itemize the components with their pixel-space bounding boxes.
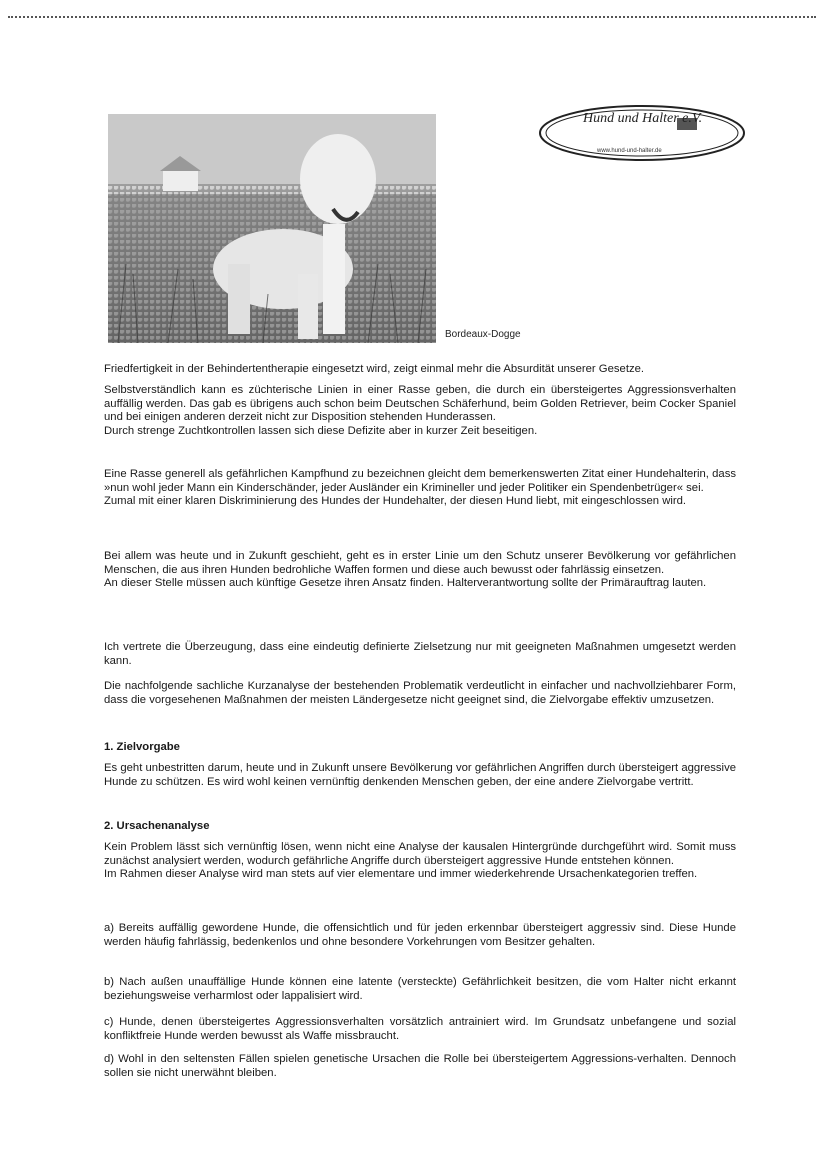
paragraph: Friedfertigkeit in der Behindertentherapie eingesetzt wird, zeigt einmal mehr die Absurdität unserer Gesetze. <box>104 363 645 375</box>
list-item: b) Nach außen unauffällige Hunde können eine latente (versteckte) Gefährlichkeit besitzen, die vom Halter nicht erkannt beziehungsweise verharmlost oder lappalisiert wird. <box>104 976 736 1002</box>
dog-photo <box>108 114 436 343</box>
paragraph-line: Bei allem was heute und in Zukunft geschieht, geht es in erster Linie um den Schutz unserer Bevölkerung vor gefährlichen Menschen, die aus ihren Hunden bedrohliche Waffen formen und diese auch bewusst oder fahrlässig einsetzen. <box>104 550 736 576</box>
list-item: c) Hunde, denen übersteigertes Aggressionsverhalten vorsätzlich antrainiert wird. Im Grundsatz unbefangene und sozial konfliktfreie Hunde werden bewusst als Waffe missbraucht. <box>104 1016 736 1042</box>
paragraph <box>104 841 736 882</box>
list-item: d) Wohl in den seltensten Fällen spielen genetische Ursachen die Rolle bei übersteigertem Aggressions-verhalten. Dennoch sollen sie nicht unerwähnt bleiben. <box>104 1053 736 1079</box>
paragraph <box>104 550 736 591</box>
paragraph-line: An dieser Stelle müssen auch künftige Gesetze ihren Ansatz finden. Halterverantwortung sollte der Primärauftrag lauten. <box>104 577 707 590</box>
paragraph-line: Selbstverständlich kann es züchterische Linien in einer Rasse geben, die durch ein übersteigertes Aggressionsverhalten auffällig werden. Das gab es übrigens auch schon beim Deutschen Schäferhund, beim Golden Retriever, beim Cocker Spaniel und bei einigen anderen derzeit nicht zur Disposition stehenden Hunderassen. <box>104 384 736 424</box>
paragraph: Die nachfolgende sachliche Kurzanalyse der bestehenden Problematik verdeutlicht in einfacher und nachvollziehbarer Form, dass die vorgesehenen Maßnahmen der meisten Ländergesetze nicht geeignet sind, die Zielvorgabe effektiv umzusetzen. <box>104 680 736 706</box>
dog-illustration <box>108 114 436 343</box>
paragraph-line: Im Rahmen dieser Analyse wird man stets auf vier elementare und immer wiederkehrende Ursachenkategorien treffen. <box>104 868 698 881</box>
section-heading: 2. Ursachenanalyse <box>104 820 210 832</box>
logo-url: www.hund-und-halter.de <box>597 148 662 154</box>
paragraph-line: Zumal mit einer klaren Diskriminierung des Hundes der Hundehalter, der diesen Hund liebt, mit eingeschlossen wird. <box>104 495 687 508</box>
paragraph <box>104 384 736 438</box>
paragraph-line: Durch strenge Zuchtkontrollen lassen sich diese Defizite aber in kurzer Zeit beseitigen. <box>104 424 538 437</box>
paragraph: Ich vertrete die Überzeugung, dass eine eindeutig definierte Zielsetzung nur mit geeigneten Maßnahmen umgesetzt werden kann. <box>104 641 736 667</box>
paragraph-line: Kein Problem lässt sich vernünftig lösen, wenn nicht eine Analyse der kausalen Hintergründe durchgeführt wird. Somit muss zunächst analysiert werden, wodurch gefährliche Angriffe durch übersteigert aggressive Hunde entstehen können. <box>104 841 736 867</box>
section-heading: 1. Zielvorgabe <box>104 741 180 753</box>
paragraph <box>104 468 736 509</box>
logo-title: Hund und Halter e.V. <box>583 111 703 126</box>
paragraph-line: Eine Rasse generell als gefährlichen Kampfhund zu bezeichnen gleicht dem bemerkenswerten Zitat einer Hundehalterin, dass »nun wohl jeder Mann ein Kinderschänder, jeder Ausländer ein Krimineller und jeder Politiker ein Spendenbetrüger« sei. <box>104 468 736 494</box>
photo-caption: Bordeaux-Dogge <box>445 329 521 340</box>
list-item: a) Bereits auffällig gewordene Hunde, die offensichtlich und für jeden erkennbar übersteigert aggressiv sind. Diese Hunde werden häufig fahrlässig, bedenkenlos und ohne besondere Vorkehrungen vom Besitzer gehalten. <box>104 922 736 948</box>
paragraph: Es geht unbestritten darum, heute und in Zukunft unsere Bevölkerung vor gefährlichen Angriffen durch übersteigert aggressive Hunde zu schützen. Es wird wohl keinen vernünftig denkenden Menschen geben, der eine andere Zielvorgabe vertritt. <box>104 762 736 788</box>
top-dotted-rule <box>8 16 816 18</box>
